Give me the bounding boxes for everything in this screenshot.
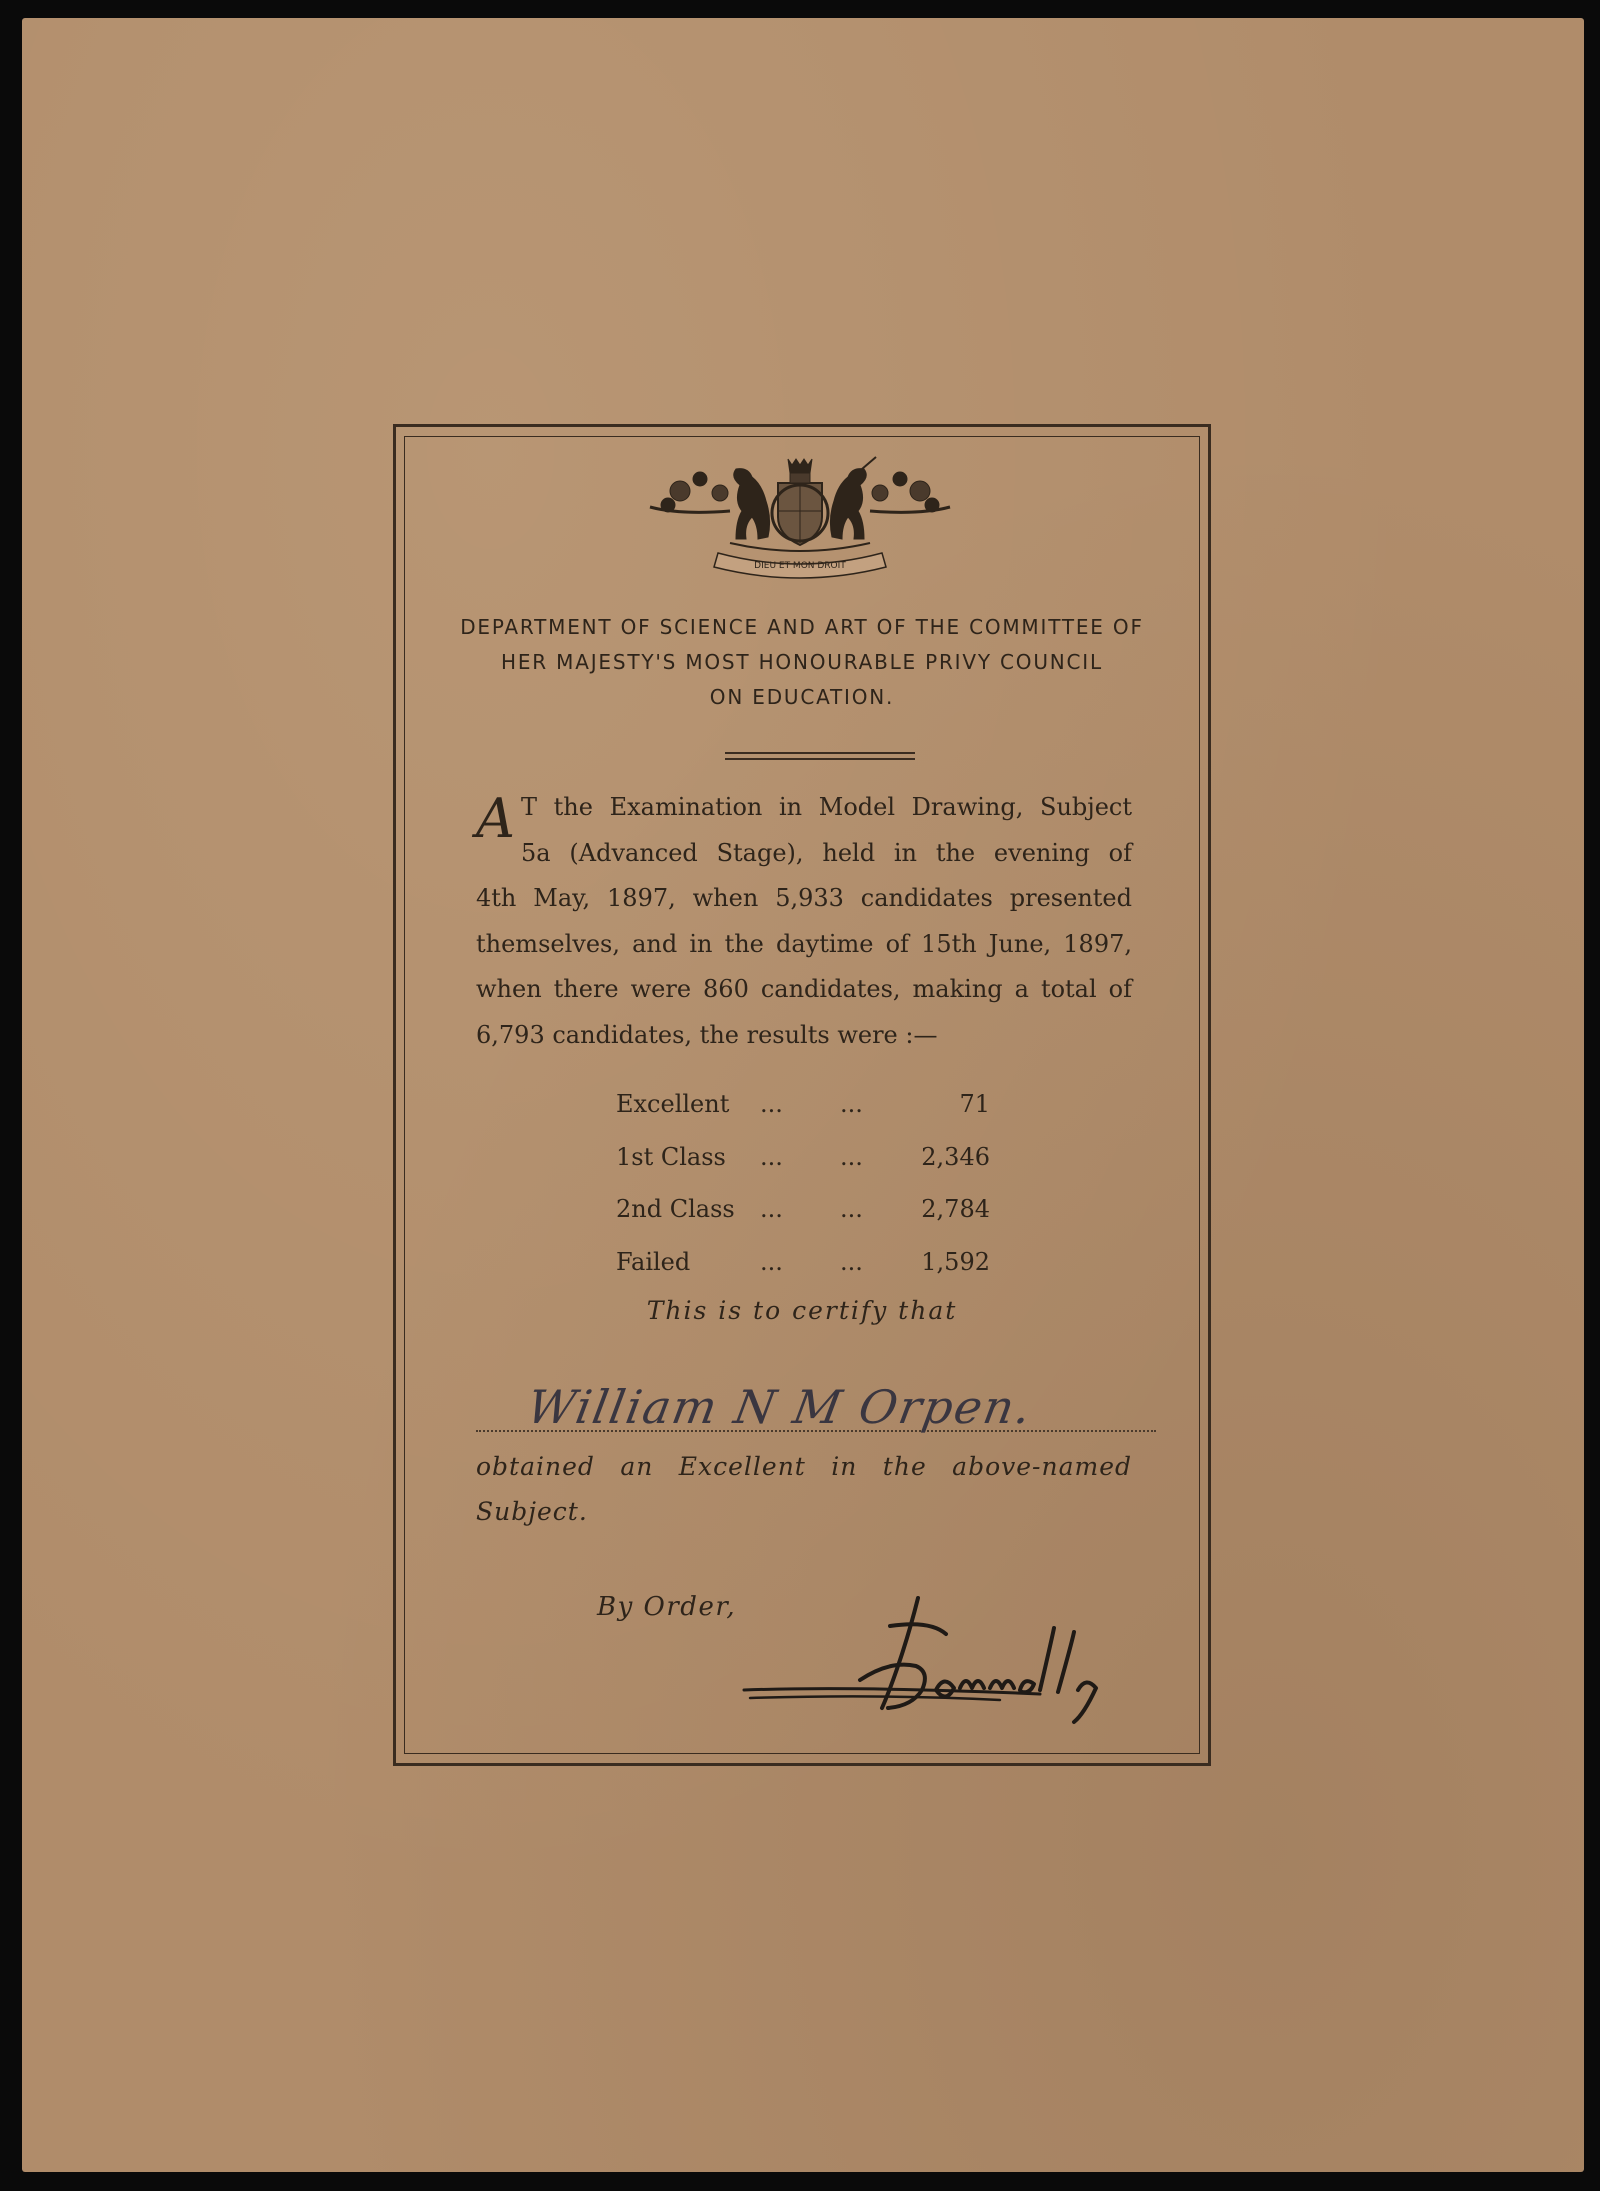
leader-dots: ... — [840, 1247, 863, 1276]
result-label: 2nd Class — [616, 1195, 735, 1224]
leader-dots: ... — [760, 1247, 783, 1276]
paragraph-line: themselves, and in the daytime of 15th June, 1897, — [476, 929, 1132, 958]
result-label: 1st Class — [616, 1142, 726, 1171]
leader-dots: ... — [760, 1195, 783, 1224]
result-value: 71 — [959, 1090, 990, 1119]
award-line: Subject. — [476, 1497, 588, 1526]
result-value: 2,346 — [921, 1142, 990, 1171]
results-row — [616, 1131, 990, 1184]
recipient-name: William N M Orpen. — [523, 1380, 1037, 1434]
result-value: 2,784 — [921, 1195, 990, 1224]
leader-dots: ... — [760, 1090, 783, 1119]
result-label: Failed — [616, 1247, 691, 1276]
leader-dots: ... — [760, 1142, 783, 1171]
award-statement — [476, 1444, 1132, 1534]
heading-line: HER MAJESTY'S MOST HONOURABLE PRIVY COUNCIL — [501, 650, 1103, 674]
divider-rule — [725, 758, 915, 760]
result-label: Excellent — [616, 1090, 730, 1119]
paragraph-line: 5a (Advanced Stage), held in the evening of — [521, 838, 1132, 867]
results-table — [616, 1078, 990, 1288]
recipient-name-line — [476, 1380, 1156, 1440]
result-value: 1,592 — [921, 1247, 990, 1276]
paragraph-line: when there were 860 candidates, making a total of — [476, 975, 1132, 1003]
certify-statement: This is to certify that — [646, 1296, 958, 1325]
leader-dots: ... — [840, 1090, 863, 1119]
award-line: obtained an Excellent in the above-named — [476, 1452, 1132, 1481]
heading-line: DEPARTMENT OF SCIENCE AND ART OF THE COMMITTEE OF — [460, 615, 1144, 639]
crest-motto: DIEU ET MON DROIT — [754, 561, 846, 571]
royal-crest-icon — [640, 455, 960, 585]
by-order-text: By Order, — [597, 1592, 737, 1622]
paragraph-line: T the Examination in Model Drawing, Subject — [521, 793, 1132, 821]
heading-line: ON EDUCATION. — [709, 685, 895, 709]
paragraph-line: 6,793 candidates, the results were :— — [476, 1020, 938, 1049]
examination-paragraph — [476, 785, 1132, 1058]
leader-dots: ... — [840, 1195, 863, 1224]
results-row — [616, 1183, 990, 1236]
results-row — [616, 1236, 990, 1289]
leader-dots: ... — [840, 1142, 863, 1171]
certificate-heading — [420, 610, 1184, 715]
results-row — [616, 1078, 990, 1131]
divider-rule — [725, 752, 915, 754]
paragraph-line: 4th May, 1897, when 5,933 candidates presented — [476, 884, 1132, 912]
drop-cap: A — [476, 787, 515, 850]
signature-icon — [740, 1590, 1140, 1725]
